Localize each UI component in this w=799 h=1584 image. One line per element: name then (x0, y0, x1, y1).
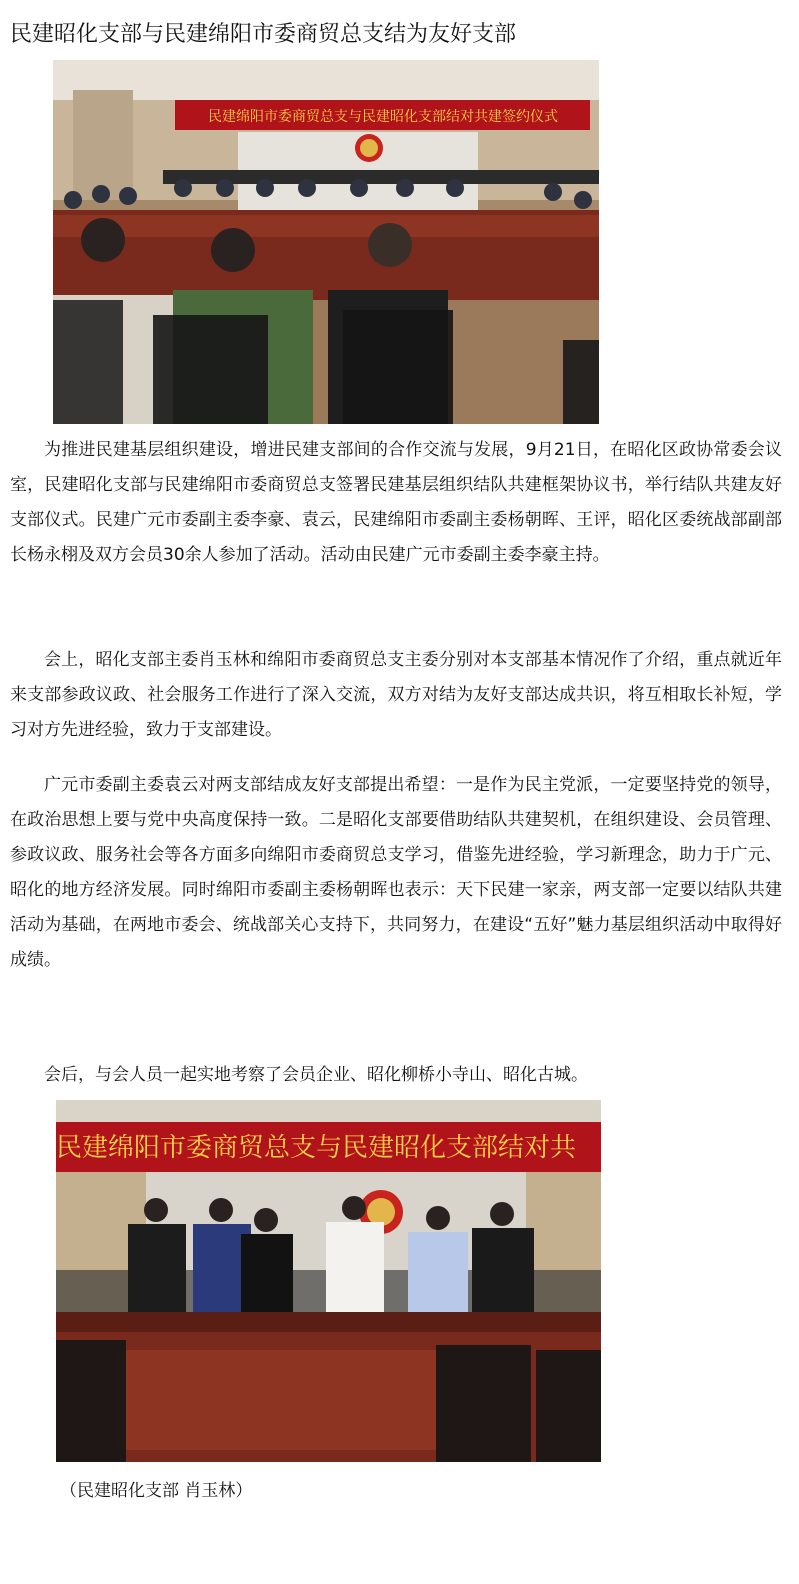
meeting-photo (53, 60, 599, 424)
photo2-banner-text: 民建绵阳市委商贸总支与民建昭化支部结对共 (56, 1133, 577, 1163)
paragraph-2: 会上，昭化支部主委肖玉林和绵阳市委商贸总支主委分别对本支部基本情况作了介绍，重点就近年来支部参政议政、社会服务工作进行了深入交流，双方对结为友好支部达成共识，将互相取长补短，学习对方先进经验，致力于支部建设。 (10, 650, 782, 740)
article-title: 民建昭化支部与民建绵阳市委商贸总支结为友好支部 (10, 22, 517, 47)
paragraph-3: 广元市委副主委袁云对两支部结成友好支部提出希望：一是作为民主党派，一定要坚持党的领导，在政治思想上要与党中央高度保持一致。二是昭化支部要借助结队共建契机，在组织建设、会员管理、参政议政、服务社会等各方面多向绵阳市委商贸总支学习，借鉴先进经验，学习新理念，助力于广元、昭化的地方经济发展。同时绵阳市委副主委杨朝晖也表示：天下民建一家亲，两支部一定要以结队共建活动为基础，在两地市委会、统战部关心支持下，共同努力，在建设“五好”魅力基层组织活动中取得好成绩。 (10, 775, 782, 970)
paragraph-1: 为推进民建基层组织建设，增进民建支部间的合作交流与发展，9月21日，在昭化区政协常委会议室，民建昭化支部与民建绵阳市委商贸总支签署民建基层组织结队共建框架协议书，举行结队共建友好支部仪式。民建广元市委副主委李豪、袁云，民建绵阳市委副主委杨朝晖、王评，昭化区委统战部副部长杨永栩及双方会员30余人参加了活动。活动由民建广元市委副主委李豪主持。 (10, 440, 782, 565)
signing-photo (56, 1100, 601, 1462)
paragraph-4: 会后，与会人员一起实地考察了会员企业、昭化柳桥小寺山、昭化古城。 (44, 1065, 588, 1085)
photo-caption: （民建昭化支部 肖玉林） (60, 1481, 253, 1501)
photo1-banner-text: 民建绵阳市委商贸总支与民建昭化支部结对共建签约仪式 (208, 109, 558, 125)
